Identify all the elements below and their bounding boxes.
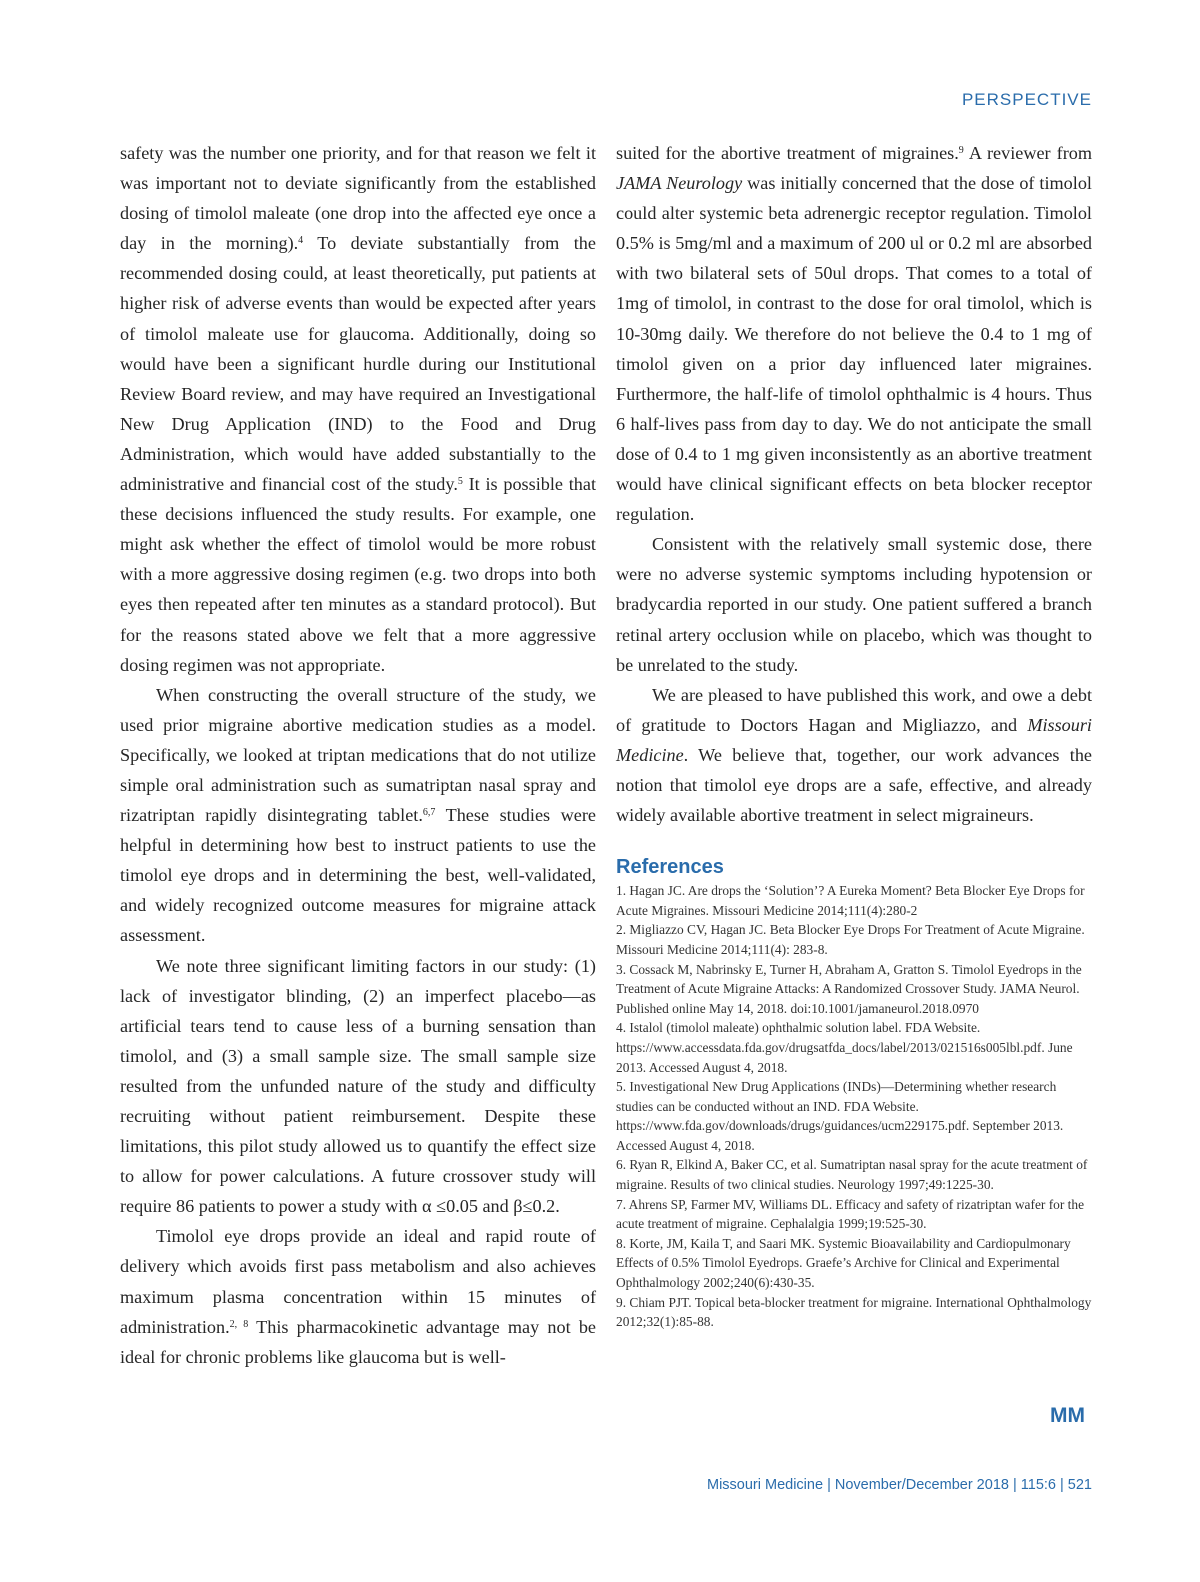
- page-footer: Missouri Medicine | November/December 2018 | 115:6 | 521: [707, 1477, 1092, 1493]
- section-label: PERSPECTIVE: [961, 90, 1092, 109]
- reference-item: 8. Korte, JM, Kaila T, and Saari MK. Systemic Bioavailability and Cardiopulmonary Effects of 0.5% Timolol Eyedrops. Graefe’s Archive for Clinical and Experimental Ophthalmology 2002;240(6):430-35.: [616, 1235, 1071, 1291]
- references-heading: References: [616, 856, 724, 879]
- left-paragraph-1: safety was the number one priority, and for that reason we felt it was important not to deviate significantly from the established dosing of timolol maleate (one drop into the affected eye once a day in the morning).$^4$ To deviate substantially from the recommended dosing could, at least theoretically, put patients at higher risk of adverse events than would be expected after years of timolol maleate use for glaucoma. Additionally, doing so would have been a significant hurdle during our Institutional Review Board review, and may have required an Investigational New Drug Application (IND) to the Food and Drug Administration, which would have added substantially to the administrative and financial cost of the study.$^5$ It is possible that these decisions influenced the study results. For example, one might ask whether the effect of timolol would be more robust with a more aggressive dosing regimen (e.g. two drops into both eyes then repeated after ten minutes as a standard protocol). But for the reasons stated above we felt that a more aggressive dosing regimen was not appropriate.: [120, 143, 596, 675]
- right-paragraph-2: Consistent with the relatively small systemic dose, there were no adverse systemic symptoms including hypotension or bradycardia reported in our study. One patient suffered a branch retinal artery occlusion while on placebo, which was thought to be unrelated to the study.: [616, 534, 1092, 675]
- citation-5: 5: [457, 476, 463, 488]
- reference-item: 2. Migliazzo CV, Hagan JC. Beta Blocker Eye Drops For Treatment of Acute Migraine. Missouri Medicine 2014;111(4): 283-8.: [616, 922, 1085, 957]
- journal-name: Missouri Medicine: [616, 714, 1092, 765]
- right-paragraph-3: We are pleased to have published this work, and owe a debt of gratitude to Doctors Hagan and Migliazzo, and Missouri Medicine. We believe that, together, our work advances the notion that timolol eye drops are a safe, effective, and already widely available abortive treatment in select migraineurs.: [616, 684, 1092, 826]
- citation-2-8: 2, 8: [229, 1318, 249, 1330]
- left-paragraph-4: Timolol eye drops provide an ideal and rapid route of delivery which avoids first pass metabolism and also achieves maximum plasma concentration within 15 minutes of administration.$^{2, 8}$ This pharmacokinetic advantage may not be ideal for chronic problems like glaucoma but is well-: [120, 1226, 597, 1367]
- references-list: [616, 881, 1092, 1332]
- left-paragraph-2: When constructing the overall structure of the study, we used prior migraine abortive medication studies as a model. Specifically, we looked at triptan medications that do not utilize simple oral administration such as sumatriptan nasal spray and rizatriptan rapidly disintegrating tablet.$^{6,7}$ These studies were helpful in determining how best to instruct patients to use the timolol eye drops and in determining the best, well-validated, and widely recognized outcome measures for migraine attack assessment.: [120, 684, 596, 946]
- mm-logo: MM: [1050, 1404, 1085, 1427]
- citation-9: 9: [958, 145, 964, 156]
- reference-item: 9. Chiam PJT. Topical beta-blocker treatment for migraine. International Ophthalmology 2012;32(1):85-88.: [616, 1294, 1092, 1330]
- reference-item: 6. Ryan R, Elkind A, Baker CC, et al. Sumatriptan nasal spray for the acute treatment of migraine. Results of two clinical studies. Neurology 1997;49:1225-30.: [616, 1157, 1088, 1193]
- citation-6-7: 6,7: [422, 807, 436, 819]
- reference-item: 5. Investigational New Drug Applications (INDs)—Determining whether research studies can be conducted without an IND. FDA Website. https://www.fda.gov/downloads/drugs/guidances/ucm229175.pdf. September 2013. Accessed August 4, 2018.: [616, 1079, 1064, 1153]
- right-paragraph-1: suited for the abortive treatment of migraines.$^9$ A reviewer from JAMA Neurology was initially concerned that the dose of timolol could alter systemic beta adrenergic receptor regulation. Timolol 0.5% is 5mg/ml and a maximum of 200 ul or 0.2 ml are absorbed with two bilateral sets of 50ul drops. That comes to a total of 1mg of timolol, in contrast to the dose for oral timolol, which is 10-30mg daily. We therefore do not believe the 0.4 to 1 mg of timolol given on a prior day influenced later migraines. Furthermore, the half-life of timolol ophthalmic is 4 hours. Thus 6 half-lives pass from day to day. We do not anticipate the small dose of 0.4 to 1 mg given inconsistently as an abortive treatment would have clinical significant effects on beta blocker receptor regulation.: [616, 143, 1092, 525]
- left-column: [120, 138, 596, 1372]
- journal-name: JAMA Neurology: [616, 173, 743, 194]
- reference-item: 3. Cossack M, Nabrinsky E, Turner H, Abraham A, Gratton S. Timolol Eyedrops in the Treatment of Acute Migraine Attacks: A Randomized Crossover Study. JAMA Neurol. Published online May 14, 2018. doi:10.1001/jamaneurol.2018.0970: [616, 961, 1082, 1016]
- reference-item: 1. Hagan JC. Are drops the ‘Solution’? A Eureka Moment? Beta Blocker Eye Drops for Acute Migraines. Missouri Medicine 2014;111(4):280-2: [616, 883, 1085, 918]
- right-column: [616, 138, 1092, 1332]
- reference-item: 4. Istalol (timolol maleate) ophthalmic solution label. FDA Website. https://www.accessdata.fda.gov/drugsatfda_docs/label/2013/021516s005lbl.pdf. June 2013. Accessed August 4, 2018.: [616, 1020, 1073, 1075]
- reference-item: 7. Ahrens SP, Farmer MV, Williams DL. Efficacy and safety of rizatriptan wafer for the acute treatment of migraine. Cephalalgia 1999;19:525-30.: [616, 1196, 1085, 1232]
- left-paragraph-3: We note three significant limiting factors in our study: (1) lack of investigator blinding, (2) an imperfect placebo—as artificial tears tend to cause less of a burning sensation than timolol, and (3) a small sample size. The small sample size resulted from the unfunded nature of the study and difficulty recruiting without patient reimbursement. Despite these limitations, this pilot study allowed us to quantify the effect size to allow for power calculations. A future crossover study will require 86 patients to power a study with α ≤0.05 and β≤0.2.: [120, 955, 596, 1217]
- citation-4: 4: [298, 235, 304, 247]
